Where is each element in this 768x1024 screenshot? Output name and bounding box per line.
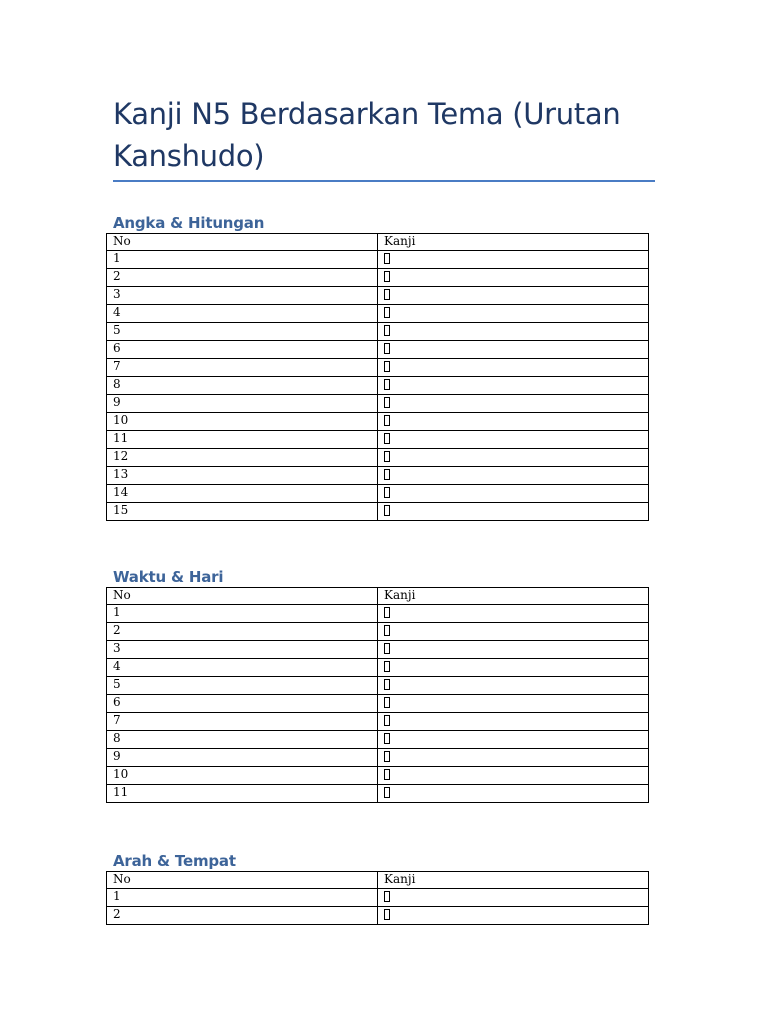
row-number: 2 — [107, 907, 378, 925]
table-header-row — [107, 588, 649, 605]
table-row — [107, 785, 649, 803]
missing-glyph-box-icon — [384, 909, 390, 920]
missing-glyph-box-icon — [384, 769, 390, 780]
column-header-no: No — [107, 234, 378, 251]
kanji-cell — [378, 359, 649, 377]
kanji-cell — [378, 889, 649, 907]
missing-glyph-box-icon — [384, 715, 390, 726]
row-number: 6 — [107, 695, 378, 713]
missing-glyph-box-icon — [384, 271, 390, 282]
table-row — [107, 767, 649, 785]
missing-glyph-box-icon — [384, 343, 390, 354]
row-number: 4 — [107, 305, 378, 323]
table-row — [107, 695, 649, 713]
table-row — [107, 623, 649, 641]
row-number: 9 — [107, 749, 378, 767]
kanji-cell — [378, 305, 649, 323]
row-number: 9 — [107, 395, 378, 413]
table-row — [107, 269, 649, 287]
table-row — [107, 395, 649, 413]
missing-glyph-box-icon — [384, 679, 390, 690]
row-number: 4 — [107, 659, 378, 677]
table-row — [107, 731, 649, 749]
missing-glyph-box-icon — [384, 487, 390, 498]
column-header-no: No — [107, 872, 378, 889]
kanji-cell — [378, 623, 649, 641]
missing-glyph-box-icon — [384, 607, 390, 618]
title-underline — [113, 180, 655, 182]
column-header-no: No — [107, 588, 378, 605]
table-row — [107, 287, 649, 305]
missing-glyph-box-icon — [384, 733, 390, 744]
missing-glyph-box-icon — [384, 253, 390, 264]
column-header-kanji: Kanji — [378, 588, 649, 605]
row-number: 15 — [107, 503, 378, 521]
table-row — [107, 659, 649, 677]
row-number: 11 — [107, 785, 378, 803]
row-number: 2 — [107, 623, 378, 641]
kanji-cell — [378, 695, 649, 713]
kanji-cell — [378, 323, 649, 341]
row-number: 5 — [107, 323, 378, 341]
table-row — [107, 359, 649, 377]
missing-glyph-box-icon — [384, 505, 390, 516]
table-row — [107, 889, 649, 907]
table-body — [107, 889, 649, 925]
row-number: 1 — [107, 251, 378, 269]
missing-glyph-box-icon — [384, 751, 390, 762]
table-header-row — [107, 234, 649, 251]
table-row — [107, 677, 649, 695]
kanji-cell — [378, 413, 649, 431]
missing-glyph-box-icon — [384, 697, 390, 708]
kanji-cell — [378, 713, 649, 731]
kanji-cell — [378, 341, 649, 359]
kanji-cell — [378, 731, 649, 749]
section-angka-hitungan — [106, 213, 649, 521]
table-row — [107, 907, 649, 925]
row-number: 7 — [107, 713, 378, 731]
missing-glyph-box-icon — [384, 361, 390, 372]
missing-glyph-box-icon — [384, 415, 390, 426]
missing-glyph-box-icon — [384, 787, 390, 798]
kanji-cell — [378, 677, 649, 695]
row-number: 6 — [107, 341, 378, 359]
kanji-cell — [378, 767, 649, 785]
table-row — [107, 431, 649, 449]
missing-glyph-box-icon — [384, 379, 390, 390]
table-row — [107, 713, 649, 731]
kanji-cell — [378, 431, 649, 449]
kanji-cell — [378, 503, 649, 521]
table-header-row — [107, 872, 649, 889]
kanji-cell — [378, 749, 649, 767]
kanji-cell — [378, 641, 649, 659]
kanji-cell — [378, 269, 649, 287]
kanji-cell — [378, 467, 649, 485]
missing-glyph-box-icon — [384, 325, 390, 336]
row-number: 13 — [107, 467, 378, 485]
missing-glyph-box-icon — [384, 433, 390, 444]
table-body — [107, 605, 649, 803]
table-row — [107, 305, 649, 323]
row-number: 5 — [107, 677, 378, 695]
missing-glyph-box-icon — [384, 891, 390, 902]
kanji-cell — [378, 659, 649, 677]
table-row — [107, 641, 649, 659]
table-row — [107, 251, 649, 269]
missing-glyph-box-icon — [384, 307, 390, 318]
section-waktu-hari — [106, 567, 649, 803]
kanji-cell — [378, 785, 649, 803]
section-heading: Waktu & Hari — [113, 568, 224, 586]
kanji-cell — [378, 395, 649, 413]
row-number: 3 — [107, 641, 378, 659]
row-number: 14 — [107, 485, 378, 503]
kanji-cell — [378, 907, 649, 925]
table-row — [107, 749, 649, 767]
row-number: 12 — [107, 449, 378, 467]
row-number: 2 — [107, 269, 378, 287]
page-title: Kanji N5 Berdasarkan Tema (Urutan Kanshudo) — [113, 97, 621, 173]
missing-glyph-box-icon — [384, 397, 390, 408]
missing-glyph-box-icon — [384, 625, 390, 636]
missing-glyph-box-icon — [384, 451, 390, 462]
section-heading: Arah & Tempat — [113, 852, 236, 870]
table-row — [107, 377, 649, 395]
row-number: 10 — [107, 413, 378, 431]
section-heading: Angka & Hitungan — [113, 214, 265, 232]
kanji-cell — [378, 377, 649, 395]
table-row — [107, 413, 649, 431]
row-number: 11 — [107, 431, 378, 449]
table-row — [107, 323, 649, 341]
kanji-cell — [378, 605, 649, 623]
row-number: 1 — [107, 605, 378, 623]
kanji-cell — [378, 485, 649, 503]
table-row — [107, 485, 649, 503]
column-header-kanji: Kanji — [378, 234, 649, 251]
kanji-table — [106, 587, 649, 803]
section-arah-tempat — [106, 851, 649, 925]
kanji-cell — [378, 251, 649, 269]
missing-glyph-box-icon — [384, 661, 390, 672]
missing-glyph-box-icon — [384, 643, 390, 654]
table-row — [107, 467, 649, 485]
row-number: 8 — [107, 377, 378, 395]
kanji-cell — [378, 449, 649, 467]
kanji-table — [106, 871, 649, 925]
table-body — [107, 251, 649, 521]
row-number: 10 — [107, 767, 378, 785]
kanji-cell — [378, 287, 649, 305]
table-row — [107, 341, 649, 359]
table-row — [107, 503, 649, 521]
column-header-kanji: Kanji — [378, 872, 649, 889]
row-number: 8 — [107, 731, 378, 749]
table-row — [107, 449, 649, 467]
row-number: 7 — [107, 359, 378, 377]
kanji-table — [106, 233, 649, 521]
table-row — [107, 605, 649, 623]
row-number: 3 — [107, 287, 378, 305]
missing-glyph-box-icon — [384, 469, 390, 480]
row-number: 1 — [107, 889, 378, 907]
missing-glyph-box-icon — [384, 289, 390, 300]
